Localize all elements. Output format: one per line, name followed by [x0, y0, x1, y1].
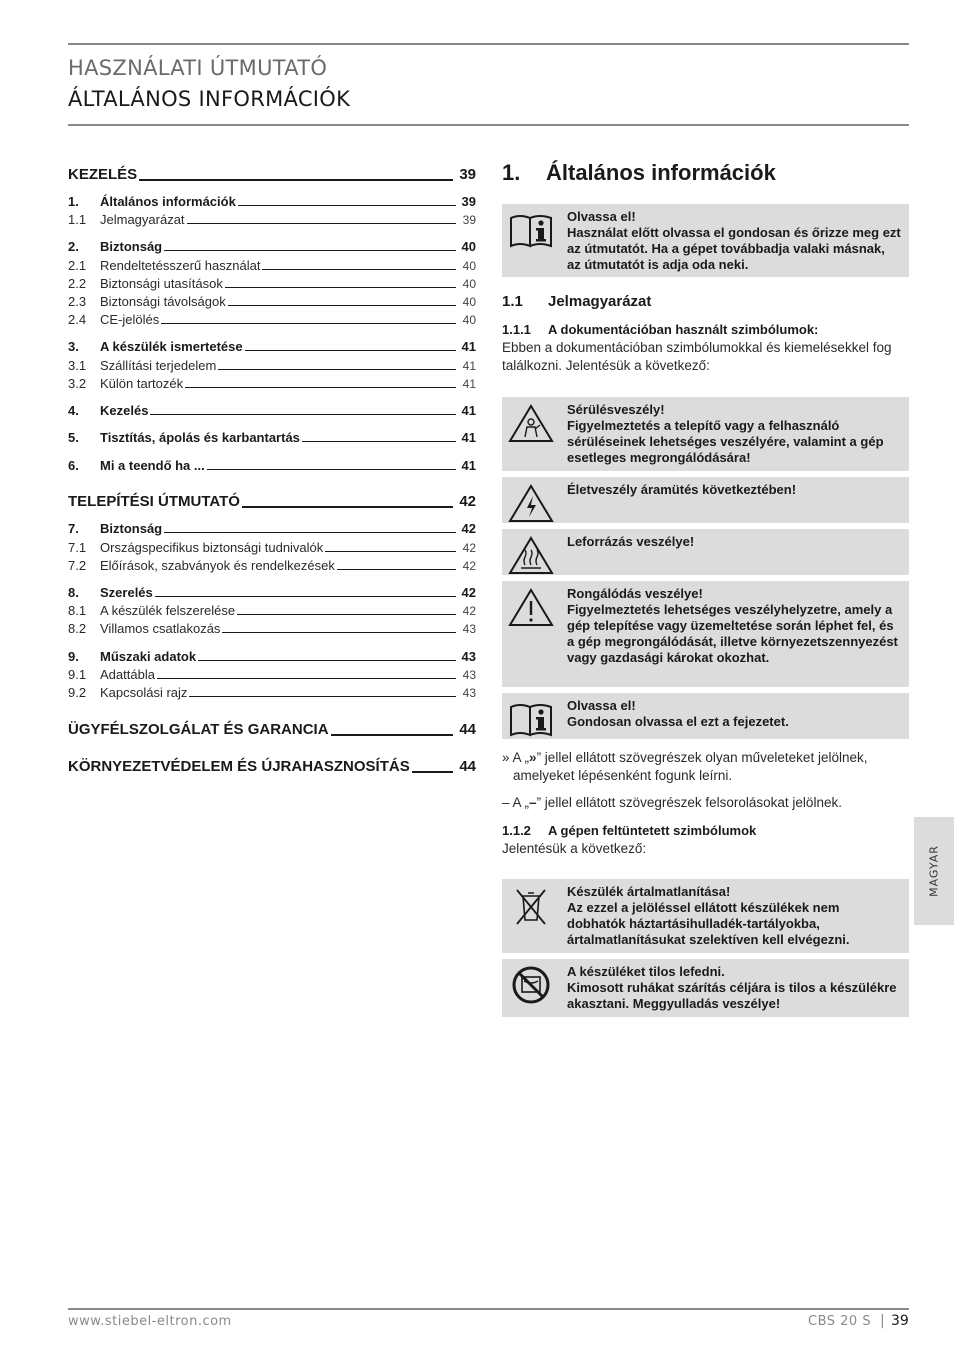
toc-entry-page: 43	[462, 622, 476, 636]
toc-entry-title: Tisztítás, ápolás és karbantartás	[100, 430, 300, 445]
footer-page-number: 39	[891, 1313, 909, 1329]
footer-rule	[68, 1308, 909, 1310]
subsubsection-heading: 1.1.2 A gépen feltüntetett szimbólumok	[502, 823, 757, 838]
toc-entry[interactable]	[68, 685, 476, 700]
toc-entry-page: 39	[462, 213, 476, 227]
toc-entry-number: 3.	[68, 339, 79, 354]
toc-entry-number: 4.	[68, 403, 79, 418]
toc-entry[interactable]	[68, 603, 476, 618]
toc-entry-title: Szállítási terjedelem	[100, 358, 217, 373]
toc-entry[interactable]	[68, 521, 476, 536]
toc-entry-page: 40	[462, 259, 476, 273]
device-box-text: Készülék ártalmatlanítása! Az ezzel a jelöléssel ellátott készülékek nem dobhatók háztartásihulladék-tartályokba, ártalmatlanításukat szelektíven kell elvégezni.	[567, 884, 850, 947]
toc-entry-title: A készülék ismertetése	[100, 339, 243, 354]
toc-entry-title: Szerelés	[100, 585, 153, 600]
warning-box-injury	[502, 397, 909, 471]
toc-entry-number: 6.	[68, 458, 79, 473]
toc-entry-page: 40	[462, 277, 476, 291]
toc-entry-title: Általános információk	[100, 194, 236, 209]
section-number: 1.	[502, 160, 521, 185]
toc-entry-title: Kapcsolási rajz	[100, 685, 188, 700]
toc-entry-page: 42	[461, 521, 476, 536]
crossed-bin-icon	[508, 887, 554, 927]
toc-entry-title: CE-jelölés	[100, 312, 160, 327]
toc-section-kezeles[interactable]	[68, 166, 476, 183]
toc-entry-page: 39	[461, 194, 476, 209]
toc-entry-title: Biztonsági távolságok	[100, 294, 226, 309]
bullet-step-explanation: » A „»” jellel ellátott szövegrészek olyan műveleteket jelölnek, amelyeket lépésenként fogunk leírni.	[502, 750, 868, 783]
notice-text: Olvassa el! Gondosan olvassa el ezt a fejezetet.	[567, 698, 789, 729]
toc-entry-number: 1.	[68, 194, 79, 209]
toc-entry[interactable]	[68, 312, 476, 327]
warning-box-damage	[502, 581, 909, 687]
toc-page: 39	[459, 166, 476, 183]
toc-entry-title: Mi a teendő ha ...	[100, 458, 205, 473]
manual-info-icon	[508, 210, 554, 250]
toc-section-telepitesi[interactable]	[68, 493, 476, 510]
subsubsection-heading: 1.1.1 A dokumentációban használt szimbólumok:	[502, 322, 819, 337]
injury-warning-icon	[508, 403, 554, 443]
toc-entry-number: 1.1	[68, 212, 87, 227]
toc-entry-number: 2.1	[68, 258, 87, 273]
toc-entry-page: 43	[462, 686, 476, 700]
toc-entry-number: 3.2	[68, 376, 87, 391]
do-not-cover-icon	[508, 965, 554, 1005]
toc-section-kornyezetvedelem[interactable]	[68, 758, 476, 775]
toc-entry-page: 43	[462, 668, 476, 682]
subsection-heading: 1.1 Jelmagyarázat	[502, 293, 652, 310]
toc-entry-title: Villamos csatlakozás	[100, 621, 221, 636]
toc-entry-title: Országspecifikus biztonsági tudnivalók	[100, 540, 324, 555]
toc-entry[interactable]	[68, 339, 476, 354]
toc-entry-page: 41	[461, 430, 476, 445]
toc-entry-page: 42	[461, 585, 476, 600]
toc-entry-title: Műszaki adatok	[100, 649, 197, 664]
top-rule	[68, 43, 909, 45]
warning-text: Rongálódás veszélye! Figyelmeztetés lehetséges veszélyhelyzetre, amely a gép telepítése vagy üzemeltetése során léphet fel, és a gép megrongálódását, illetve környezetszennyezést vagy gazdasági károkat okozhat.	[567, 586, 898, 665]
toc-entry-number: 7.2	[68, 558, 87, 573]
footer-model: CBS 20 S	[808, 1314, 872, 1329]
toc-entry-number: 9.	[68, 649, 79, 664]
toc-entry[interactable]	[68, 239, 476, 254]
toc-entry-number: 3.1	[68, 358, 87, 373]
toc-entry[interactable]	[68, 403, 476, 418]
toc-entry[interactable]	[68, 649, 476, 664]
toc-entry[interactable]	[68, 540, 476, 555]
toc-entry[interactable]	[68, 430, 476, 445]
notice-box-read	[502, 204, 909, 277]
device-box-text: A készüléket tilos lefedni. Kimosott ruhákat szárítás céljára is tilos a készülékre akasztani. Meggyulladás veszélye!	[567, 964, 897, 1011]
toc-section-title: KÖRNYEZETVÉDELEM ÉS ÚJRAHASZNOSÍTÁS	[68, 758, 410, 775]
header-rule	[68, 124, 909, 126]
toc-entry-title: Jelmagyarázat	[100, 212, 185, 227]
toc-entry-number: 2.4	[68, 312, 87, 327]
toc-entry[interactable]	[68, 585, 476, 600]
body-text: Jelentésük a következő:	[502, 841, 647, 856]
body-text: Ebben a dokumentációban szimbólumokkal és kiemelésekkel fog találkozni. Jelentésük a következő:	[502, 340, 892, 373]
toc-entry[interactable]	[68, 258, 476, 273]
toc-entry-page: 40	[461, 239, 476, 254]
section-heading	[502, 160, 776, 186]
toc-entry-number: 5.	[68, 430, 79, 445]
toc-section-title: TELEPÍTÉSI ÚTMUTATÓ	[68, 493, 240, 510]
toc-entry-page: 41	[461, 339, 476, 354]
toc-entry[interactable]	[68, 294, 476, 309]
toc-entry-number: 7.1	[68, 540, 87, 555]
toc-entry-number: 9.2	[68, 685, 87, 700]
toc-entry[interactable]	[68, 621, 476, 636]
notice-text: Olvassa el! Használat előtt olvassa el gondosan és őrizze meg ezt az útmutatót. Ha a gépet továbbadja valaki másnak, az útmutatót is adja oda neki.	[567, 209, 901, 272]
toc-entry-title: Külön tartozék	[100, 376, 184, 391]
toc-entry-number: 8.	[68, 585, 79, 600]
toc-section-ugyfelszolgalat[interactable]	[68, 721, 476, 738]
toc-entry[interactable]	[68, 194, 476, 209]
toc-entry[interactable]	[68, 276, 476, 291]
toc-entry[interactable]	[68, 212, 476, 227]
toc-entry[interactable]	[68, 358, 476, 373]
document-title: HASZNÁLATI ÚTMUTATÓ	[68, 56, 328, 80]
device-box-do-not-cover	[502, 959, 909, 1017]
notice-box-read-chapter	[502, 693, 909, 739]
manual-info-icon	[508, 699, 554, 739]
language-tab	[914, 817, 954, 925]
toc-entry-number: 9.1	[68, 667, 87, 682]
toc-entry-page: 40	[462, 295, 476, 309]
toc-entry-number: 2.2	[68, 276, 87, 291]
warning-text: Életveszély áramütés következtében!	[567, 482, 797, 497]
device-box-disposal	[502, 879, 909, 953]
footer-separator: |	[880, 1313, 885, 1329]
toc-entry-title: Rendeltetésszerű használat	[100, 258, 261, 273]
toc-entry-page: 42	[462, 541, 476, 555]
toc-entry[interactable]	[68, 667, 476, 682]
toc-entry-page: 40	[462, 313, 476, 327]
toc-entry-page: 41	[461, 403, 476, 418]
warning-text: Leforrázás veszélye!	[567, 534, 695, 549]
toc-entry-title: Előírások, szabványok és rendelkezések	[100, 558, 335, 573]
section-title: Általános információk	[546, 160, 776, 185]
toc-entry[interactable]	[68, 558, 476, 573]
toc-section-title: KEZELÉS	[68, 166, 138, 183]
footer-url[interactable]: www.stiebel-eltron.com	[68, 1314, 232, 1329]
toc-entry-page: 42	[462, 559, 476, 573]
toc-page: 42	[459, 493, 476, 510]
warning-text: Sérülésveszély! Figyelmeztetés a telepítő vagy a felhasználó sérüléseinek lehetséges veszélyére, valamint a gép esetleges megrongálódására!	[567, 402, 884, 465]
toc-entry-title: Biztonsági utasítások	[100, 276, 223, 291]
toc-section-title: ÜGYFÉLSZOLGÁLAT ÉS GARANCIA	[68, 721, 329, 738]
warning-box-electric	[502, 477, 909, 523]
bullet-list-explanation: – A „–” jellel ellátott szövegrészek felsorolásokat jelölnek.	[502, 795, 842, 810]
toc-entry-number: 2.3	[68, 294, 87, 309]
toc-entry-title: Biztonság	[100, 521, 163, 536]
toc-page: 44	[459, 721, 476, 738]
caution-icon	[508, 587, 554, 627]
toc-entry-title: Biztonság	[100, 239, 163, 254]
hot-surface-icon	[508, 535, 554, 575]
toc-entry-page: 41	[462, 377, 476, 391]
toc-entry[interactable]	[68, 458, 476, 473]
toc-entry-number: 8.1	[68, 603, 87, 618]
toc-page: 44	[459, 758, 476, 775]
toc-entry-page: 41	[462, 359, 476, 373]
toc-entry-title: A készülék felszerelése	[100, 603, 236, 618]
toc-entry-number: 8.2	[68, 621, 87, 636]
toc-entry[interactable]	[68, 376, 476, 391]
toc-entry-title: Adattábla	[100, 667, 155, 682]
electric-shock-icon	[508, 483, 554, 523]
toc-entry-number: 2.	[68, 239, 79, 254]
toc-entry-page: 42	[462, 604, 476, 618]
toc-entry-page: 41	[461, 458, 476, 473]
language-tab-label: MAGYAR	[927, 845, 941, 897]
warning-box-scald	[502, 529, 909, 575]
toc-entry-page: 43	[461, 649, 476, 664]
chapter-title: ÁLTALÁNOS INFORMÁCIÓK	[68, 87, 351, 111]
toc-entry-number: 7.	[68, 521, 79, 536]
toc-entry-title: Kezelés	[100, 403, 149, 418]
